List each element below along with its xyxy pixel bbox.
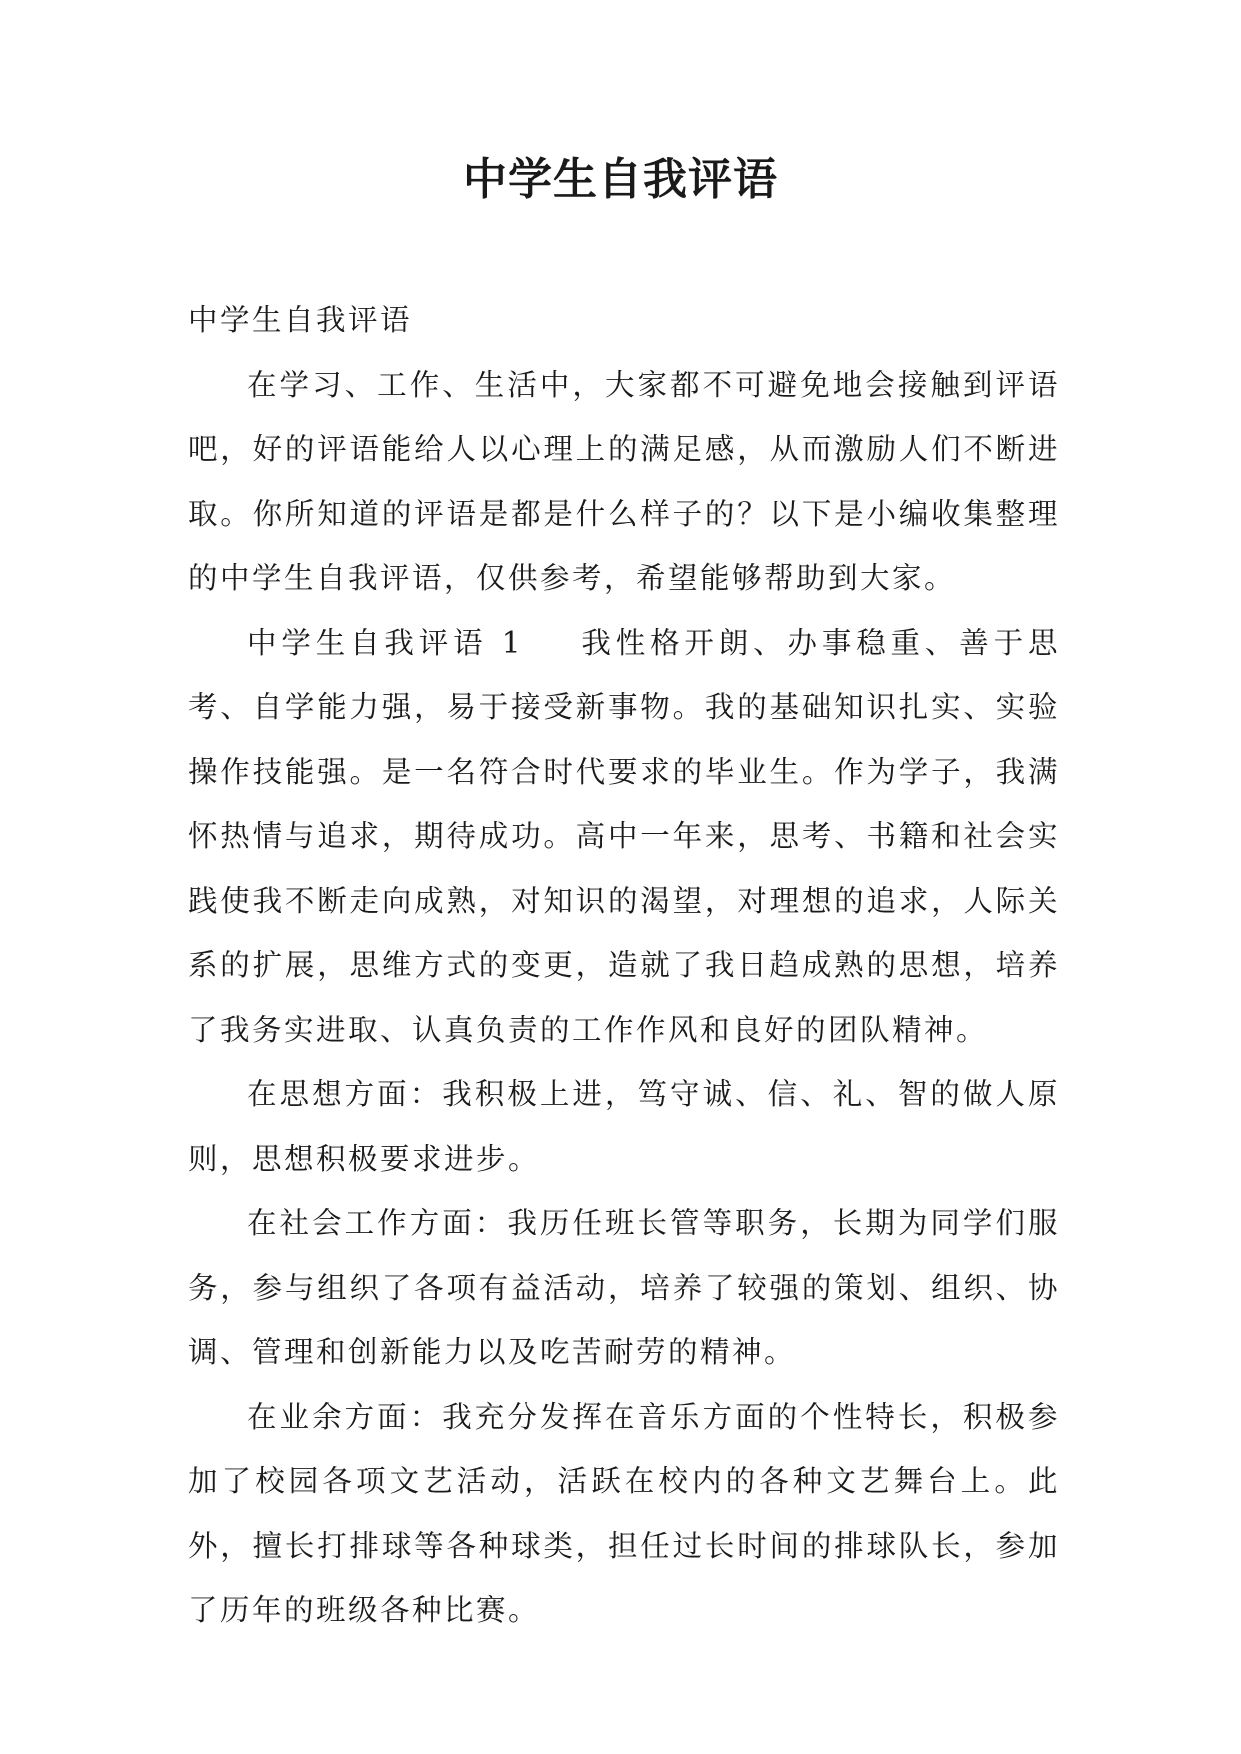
leisure-paragraph: 在业余方面：我充分发挥在音乐方面的个性特长，积极参加了校园各项文艺活动，活跃在校内的各种文艺舞台上。此外，擅长打排球等各种球类，担任过长时间的排球队长，参加了历年的班级各种比赛。 [188, 1399, 1060, 1627]
document-title: 中学生自我评语 [463, 154, 778, 205]
section-1-paragraph [188, 611, 1060, 1063]
document-subtitle: 中学生自我评语 [188, 303, 413, 337]
thought-paragraph: 在思想方面：我积极上进，笃守诚、信、礼、智的做人原则，思想积极要求进步。 [188, 1077, 1060, 1176]
section-1-text: 我性格开朗、办事稳重、善于思考、自学能力强，易于接受新事物。我的基础知识扎实、实验操作技能强。是一名符合时代要求的毕业生。作为学子，我满怀热情与追求，期待成功。高中一年来，思考、书籍和社会实践使我不断走向成熟，对知识的渴望，对理想的追求，人际关系的扩展，思维方式的变更，造就了我日趋成熟的思想，培养了我务实进取、认真负责的工作作风和良好的团队精神。 [188, 625, 1060, 1047]
document-body [188, 288, 1060, 1643]
intro-paragraph: 在学习、工作、生活中，大家都不可避免地会接触到评语吧，好的评语能给人以心理上的满足感，从而激励人们不断进取。你所知道的评语是都是什么样子的？以下是小编收集整理的中学生自我评语，仅供参考，希望能够帮助到大家。 [188, 367, 1060, 595]
social-work-paragraph: 在社会工作方面：我历任班长管等职务，长期为同学们服务，参与组织了各项有益活动，培养了较强的策划、组织、协调、管理和创新能力以及吃苦耐劳的精神。 [188, 1206, 1060, 1369]
section-1-heading: 中学生自我评语 1 [247, 625, 523, 660]
